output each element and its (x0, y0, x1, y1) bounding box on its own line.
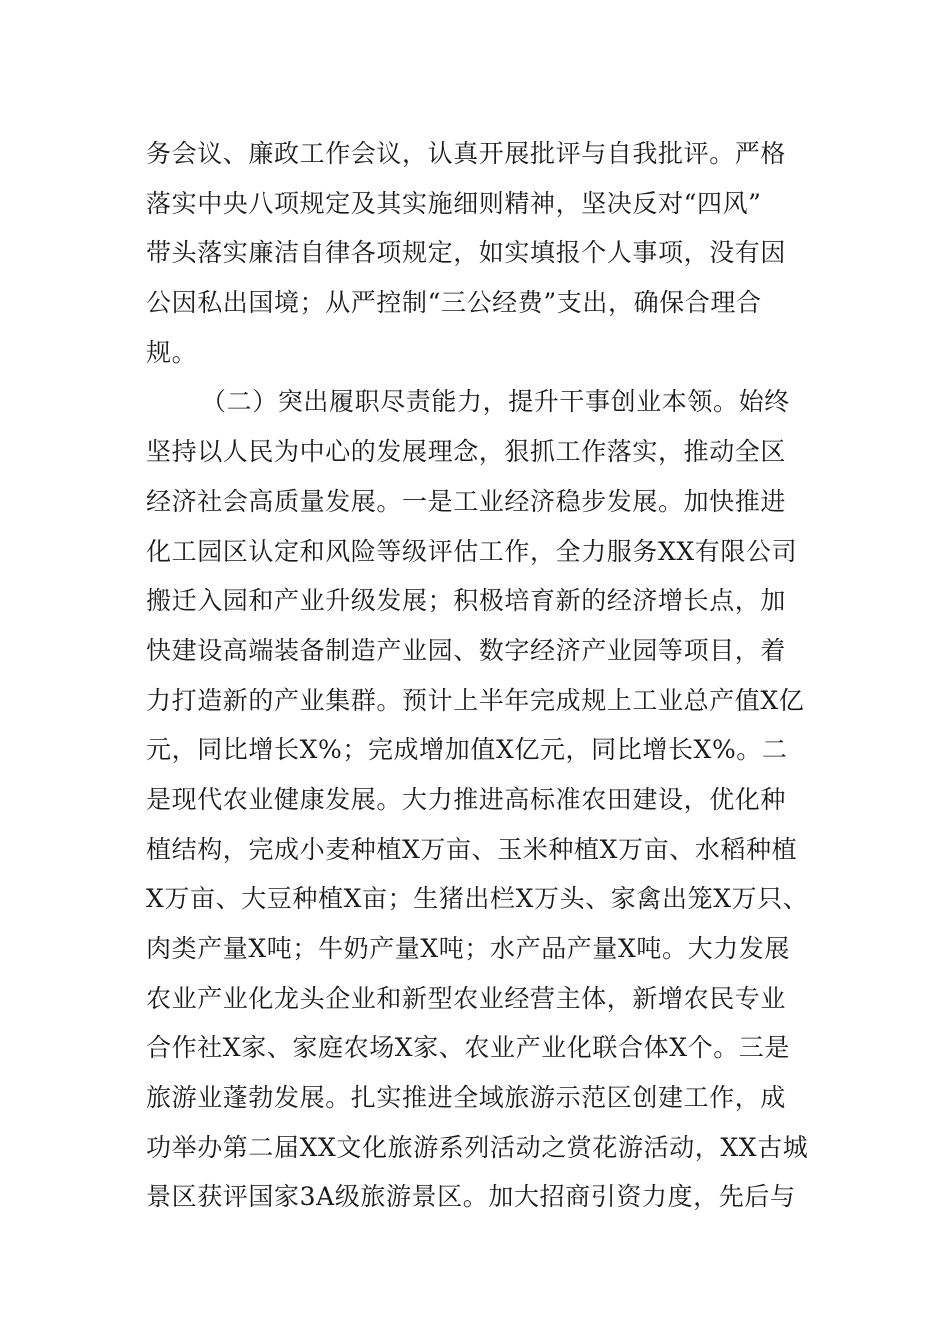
text-line: 肉类产量X吨；牛奶产量X吨；水产品产量X吨。大力发展 (146, 934, 790, 963)
text-line: 农业产业化龙头企业和新型农业经营主体，新增农民专业 (146, 983, 787, 1013)
text-line: 公因私出国境；从严控制“三公经费”支出，确保合理合 (146, 288, 762, 318)
text-line: 景区获评国家3A级旅游景区。加大招商引资力度，先后与 (146, 1182, 796, 1212)
text-line: 经济社会高质量发展。一是工业经济稳步发展。加快推进 (146, 486, 787, 516)
text-line: 元，同比增长X%；完成增加值X亿元，同比增长X%。二 (146, 735, 788, 765)
text-line: 是现代农业健康发展。大力推进高标准农田建设，优化种 (146, 784, 787, 814)
text-line: 落实中央八项规定及其实施细则精神，坚决反对“四风” (146, 188, 762, 218)
text-line: 合作社X家、家庭农场X家、农业产业化联合体X个。三是 (146, 1033, 790, 1063)
text-line: 化工园区认定和风险等级评估工作，全力服务XX有限公司 (146, 536, 798, 566)
body-text (146, 129, 826, 1222)
text-line: 规。 (146, 337, 198, 367)
paragraph-heading-line: （二）突出履职尽责能力，提升干事创业本领。始终 (201, 387, 790, 417)
text-line: 带头落实廉洁自律各项规定，如实填报个人事项，没有因 (146, 238, 787, 268)
text-line: 力打造新的产业集群。预计上半年完成规上工业总产值X亿 (146, 685, 805, 715)
text-line: 务会议、廉政工作会议，认真开展批评与自我批评。严格 (146, 139, 787, 168)
text-line: 功举办第二届XX文化旅游系列活动之赏花游活动，XX古城 (146, 1132, 809, 1162)
text-line: 植结构，完成小麦种植X万亩、玉米种植X万亩、水稻种植 (146, 834, 798, 864)
text-line: 搬迁入园和产业升级发展；积极培育新的经济增长点，加 (146, 586, 787, 616)
text-line: 坚持以人民为中心的发展理念，狠抓工作落实，推动全区 (146, 437, 787, 467)
text-line: 旅游业蓬勃发展。扎实推进全域旅游示范区创建工作，成 (146, 1083, 787, 1113)
text-line: 快建设高端装备制造产业园、数字经济产业园等项目，着 (146, 635, 787, 665)
text-line: X万亩、大豆种植X亩；生猪出栏X万头、家禽出笼X万只、 (146, 884, 809, 914)
